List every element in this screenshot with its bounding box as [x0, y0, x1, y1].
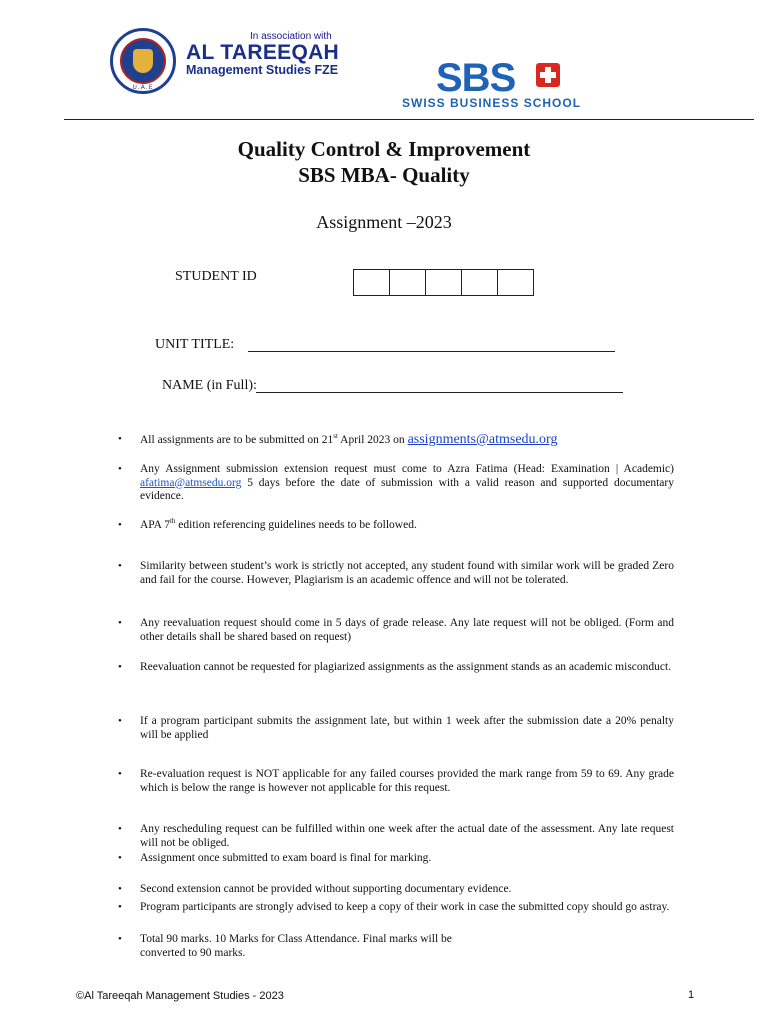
list-item: • Any reevaluation request should come in 5 days of grade release. Any late request will not be obliged. (Form and other details shall be shared based on request): [140, 617, 674, 644]
org-name: AL TAREEQAH: [186, 41, 340, 64]
list-item: • Assignment once submitted to exam board is final for marking.: [140, 852, 674, 866]
list-item: • If a program participant submits the assignment late, but within 1 week after the submission date a 20% penalty will be applied: [140, 715, 674, 742]
list-item: [140, 433, 674, 448]
name-field[interactable]: [256, 392, 623, 393]
list-item-text: APA 7: [140, 519, 170, 531]
doc-title: Quality Control & Improvement: [237, 137, 531, 161]
list-item-text: April 2023 on: [337, 434, 408, 446]
student-id-box[interactable]: [461, 269, 498, 296]
page-number: 1: [688, 989, 695, 1001]
list-item-text: Any Assignment submission extension request must come to Azra Fatima (Head: Examination | Academic): [140, 463, 674, 475]
assignment-heading: Assignment –2023: [316, 212, 452, 232]
seal-emblem-ring: [120, 38, 166, 84]
student-id-boxes: [354, 269, 534, 296]
list-item-text: converted to 90 marks.: [140, 946, 246, 959]
list-item: • Second extension cannot be provided without supporting documentary evidence.: [140, 883, 674, 897]
student-id-box[interactable]: [497, 269, 534, 296]
list-item-text: All assignments are to be submitted on 21: [140, 434, 334, 446]
superscript: th: [169, 517, 176, 526]
sbs-logo: SBS: [436, 56, 516, 100]
student-id-label: STUDENT ID: [175, 269, 257, 284]
header-divider: [64, 119, 754, 120]
list-item: • Reevaluation cannot be requested for plagiarized assignments as the assignment stands as an academic misconduct.: [140, 661, 674, 675]
list-item: [140, 519, 674, 533]
seal-emblem-icon: [133, 49, 153, 73]
name-label: NAME (in Full):: [162, 378, 257, 393]
seal-text: U.A.E: [132, 84, 154, 91]
student-id-box[interactable]: [353, 269, 390, 296]
superscript: st: [333, 432, 338, 441]
list-item: [140, 463, 674, 504]
list-item-text: • Total 90 marks. 10 Marks for Class Attendance. Final marks will be: [140, 933, 452, 945]
submission-email-link[interactable]: assignments@atmsedu.org: [407, 432, 558, 447]
list-item: • Program participants are strongly advised to keep a copy of their work in case the submitted copy should go astray.: [140, 901, 674, 915]
list-item: • Similarity between student’s work is strictly not accepted, any student found with similar work will be graded Zero and fail for the course. However, Plagiarism is an academic offence and will not be tolerated.: [140, 560, 674, 587]
footer-copyright: ©Al Tareeqah Management Studies - 2023: [76, 990, 284, 1002]
unit-title-label: UNIT TITLE:: [155, 337, 235, 352]
list-item-text: edition referencing guidelines needs to be followed.: [175, 519, 417, 531]
list-item: [140, 933, 674, 960]
doc-program: SBS MBA- Quality: [298, 163, 470, 187]
association-text: In association with: [250, 31, 332, 42]
student-id-box[interactable]: [425, 269, 462, 296]
org-subtitle: Management Studies FZE: [186, 63, 339, 77]
unit-title-field[interactable]: [248, 351, 615, 352]
afatima-email-link[interactable]: afatima@atmsedu.org: [140, 476, 242, 489]
sbs-name: SWISS BUSINESS SCHOOL: [402, 96, 582, 110]
student-id-box[interactable]: [389, 269, 426, 296]
list-item: • Re-evaluation request is NOT applicable for any failed courses provided the mark range from 59 to 69. Any grade which is below the range is however not applicable for this request.: [140, 768, 674, 795]
al-tareeqah-seal-icon: [110, 28, 176, 94]
list-item: • Any rescheduling request can be fulfilled within one week after the actual date of the assessment. Any late request will not be obliged.: [140, 823, 674, 850]
swiss-cross-icon: [536, 63, 560, 87]
list-item-text: 5 days before the date of submission with a valid reason and supported documentary evidence.: [140, 476, 674, 502]
